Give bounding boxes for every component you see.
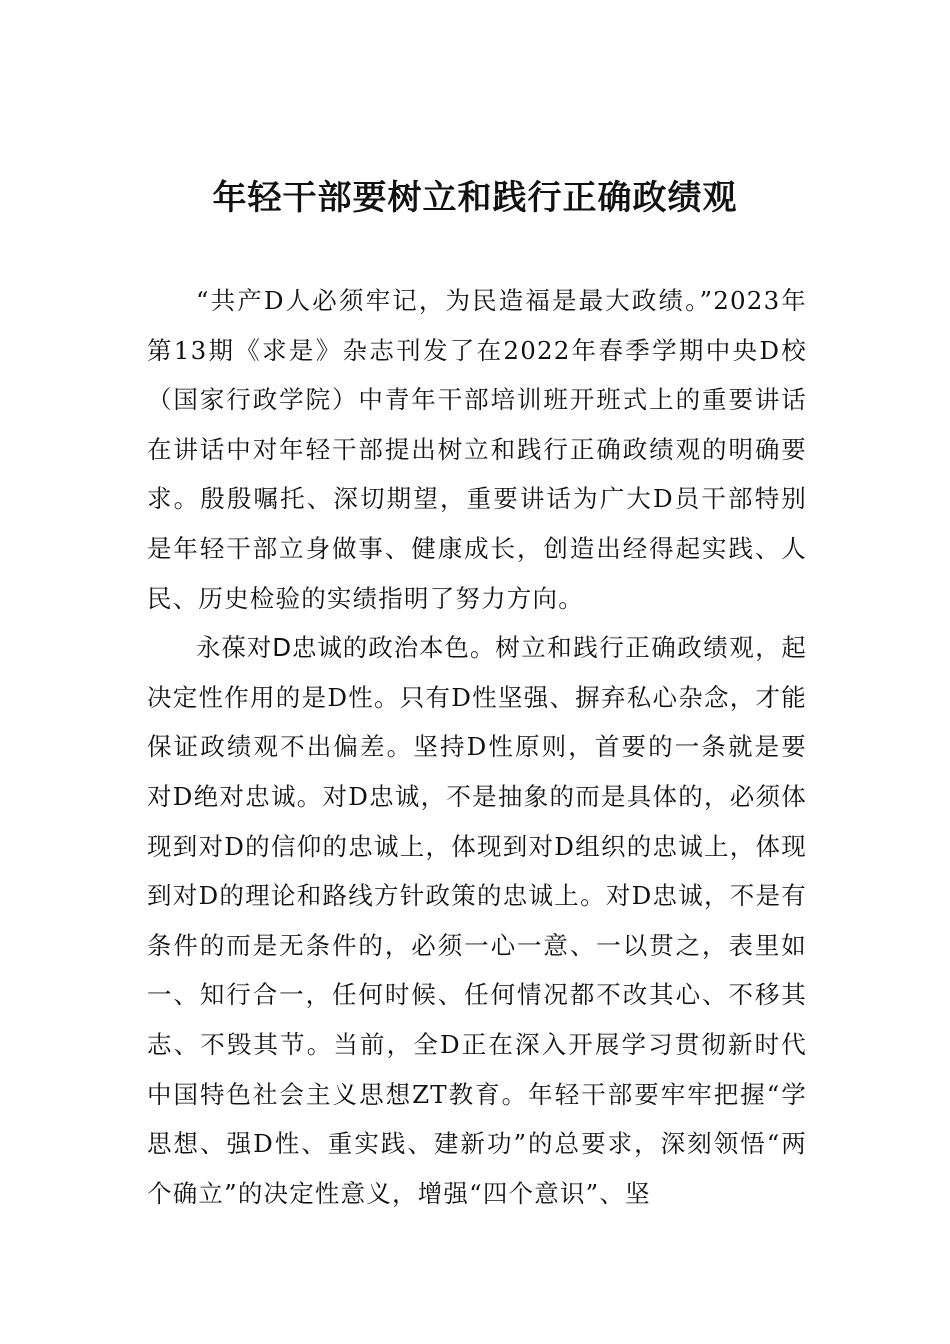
paragraph-text: 树立和践行正确政绩观，起决定性作用的是D性。只有D性坚强、摒弃私心杂念，才能保证政绩观不出偏差。坚持D性原则，首要的一条就是要对D绝对忠诚。对D忠诚，不是抽象的而是具体的，必须体现到对D的信仰的忠诚上，体现到对D组织的忠诚上，体现到对D的理论和路线方针政策的忠诚上。对D忠诚，不是有条件的而是无条件的，必须一心一意、一以贯之，表里如一、知行合一，任何时候、任何情况都不改其心、不移其志、不毁其节。当前，全D正在深入开展学习贯彻新时代中国特色社会主义思想ZT教育。年轻干部要牢牢把握“学思想、强D性、重实践、建新功”的总要求，深刻领悟“两个确立”的决定性意义，增强“四个意识”、坚 [147, 633, 807, 1208]
document-body [147, 276, 807, 1218]
paragraph-intro [147, 276, 807, 623]
paragraph-text: “共产D人必须牢记，为民造福是最大政绩。”2023年第13期《求是》杂志刊发了在2022年春季学期中央D校（国家行政学院）中青年干部培训班开班式上的重要讲话在讲话中对年轻干部提出树立和践行正确政绩观的明确要求。殷殷嘱托、深切期望，重要讲话为广大D员干部特别是年轻干部立身做事、健康成长，创造出经得起实践、人民、历史检验的实绩指明了努力方向。 [147, 286, 807, 613]
paragraph-loyalty [147, 623, 807, 1218]
paragraph-lead-heading: 永葆对D忠诚的政治本色。 [196, 633, 496, 663]
document-title: 年轻干部要树立和践行正确政绩观 [212, 178, 738, 218]
